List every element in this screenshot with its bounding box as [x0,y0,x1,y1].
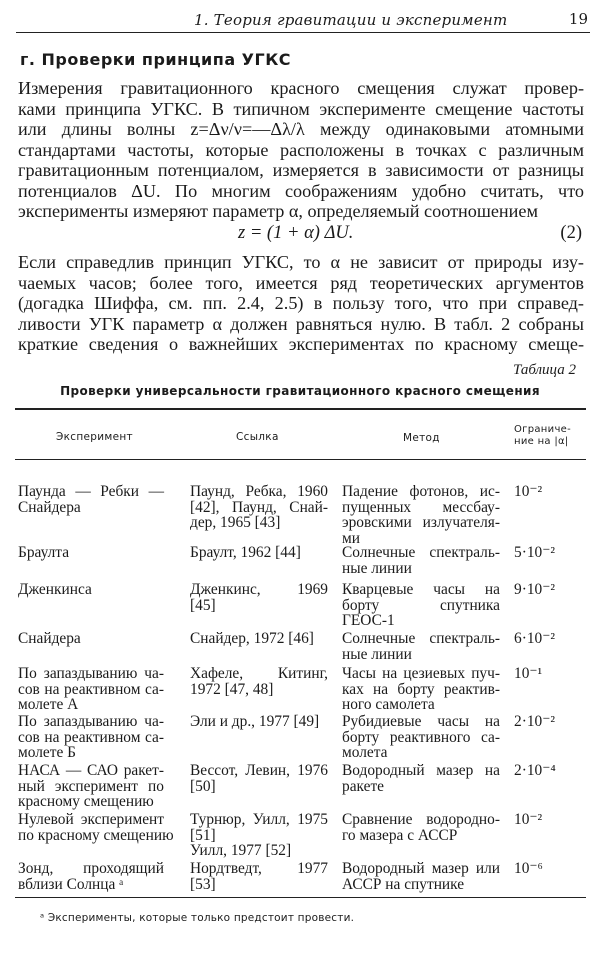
cell-experiment [18,714,164,761]
cell-line: ГЕОС-1 [342,612,395,629]
column-header-limit-line2: ние на |α| [514,436,569,447]
cell-method [342,484,500,546]
cell-line: Снайдер, 1972 [46] [190,630,314,647]
cell-method [342,631,500,662]
running-title: 1. Теория гравитации и эксперимент [194,11,508,29]
running-header [16,8,590,33]
cell-line: красному смещению [18,793,154,810]
table-label: Таблица 2 [513,362,576,378]
cell-line: Эли и др., 1977 [49] [190,713,320,730]
table-top-rule [15,408,586,410]
cell-method [342,666,500,713]
cell-limit: 10⁻⁶ [514,860,543,877]
cell-reference [190,714,328,730]
column-header-limit-line1: Ограниче- [514,424,572,435]
cell-experiment [18,545,164,561]
cell-line: Дженкинса [18,581,92,598]
cell-method [342,714,500,761]
cell-line: дер, 1965 [43] [190,514,281,531]
text-line: гравитационным потенциалом, измеряется в зависимости от разницы [18,160,584,180]
cell-line: [53] [190,875,216,893]
cell-experiment [18,484,164,515]
cell-reference [190,812,328,859]
cell-line: молета [342,744,388,761]
cell-line: вблизи Солнца ᵃ [18,875,124,893]
cell-line: НАСА — САО ракет- [18,762,164,779]
cell-line: го мазера с АССР [342,826,458,844]
cell-line: молете Б [18,744,76,761]
cell-experiment [18,811,174,844]
cell-reference [190,631,328,647]
cell-line: Солнечные спектраль- [342,630,500,647]
cell-line: По запаздыванию ча- [18,713,164,730]
cell-line: Падение фотонов, ис- [342,483,500,500]
cell-line: Зонд, проходящий [18,860,164,877]
cell-line: борту спутника [342,596,500,614]
column-header-experiment: Эксперимент [56,431,133,443]
cell-line: сов на реактивном са- [18,680,164,698]
cell-line: [51] [190,826,216,844]
cell-line: Снайдера [18,630,81,647]
cell-method [342,582,500,629]
cell-line: Часы на цезиевых пуч- [342,665,500,682]
cell-line: борту реактивного са- [342,728,500,746]
cell-reference [190,861,328,892]
cell-line: ракете [342,777,385,795]
cell-method [342,545,500,576]
cell-line: 1972 [47, 48] [190,680,274,698]
cell-experiment [18,582,164,598]
cell-line: [50] [190,777,216,795]
cell-line: Водородный мазер на [342,762,500,779]
text-line: (догадка Шиффа, см. пп. 2.4, 2.5) в пользу того, что при справед- [18,293,584,313]
cell-line: По запаздыванию ча- [18,665,164,682]
cell-line: Паунд, Ребка, 1960 [190,483,328,500]
cell-line: Нулевой эксперимент [18,811,164,828]
text-line: эксперименты измеряют параметр α, определяемый соотношением [18,201,538,221]
cell-reference [190,484,328,531]
text-line: ками принципа УГКС. В типичном эксперименте смещение частоты [18,98,584,119]
cell-line: ный эксперимент по [18,777,164,795]
cell-line: ные линии [342,559,412,577]
cell-line: ках на борту реактив- [342,680,500,698]
cell-line: Паунда — Ребки — [18,483,164,500]
cell-line: Водородный мазер или [342,860,500,877]
cell-line: Браулта [18,544,70,561]
text-line: Измерения гравитационного красного смещения служат провер- [18,78,584,98]
cell-line: молете А [18,696,79,713]
cell-limit: 9·10⁻² [514,581,555,598]
cell-experiment [18,763,164,810]
cell-line: пущенных мессбау- [342,498,500,516]
text-line: или длины волны z=Δν/ν=—Δλ/λ между одинаковыми атомными [18,119,584,139]
column-header-reference: Ссылка [236,431,279,443]
cell-line: Вессот, Левин, 1976 [190,762,328,779]
text-line: потенциалов ΔU. По многим соображениям удобно считать, что [18,180,584,201]
cell-experiment [18,666,164,713]
cell-line: [45] [190,596,216,614]
cell-line: Рубидиевые часы на [342,713,500,730]
cell-line: Дженкинс, 1969 [190,581,328,598]
cell-limit: 2·10⁻⁴ [514,762,556,779]
cell-line: Турнюр, Уилл, 1975 [190,811,328,828]
cell-reference [190,666,328,697]
column-header-method: Метод [403,432,440,444]
cell-limit: 6·10⁻² [514,630,555,647]
cell-line: Сравнение водородно- [342,811,500,828]
cell-experiment [18,861,164,892]
table-footnote: ᵃ Эксперименты, которые только предстоит провести. [40,912,355,924]
column-header-limit [514,424,571,448]
cell-line: сов на реактивном са- [18,728,164,746]
table-bottom-rule [15,897,586,898]
cell-line: ми [342,529,360,547]
cell-limit: 10⁻² [514,483,543,500]
cell-line: Нордтведт, 1977 [190,860,328,877]
cell-line: Хафеле, Китинг, [190,665,328,682]
cell-limit: 2·10⁻² [514,713,555,730]
cell-line: ного самолета [342,696,435,713]
cell-line: ные линии [342,645,412,663]
paragraph-continuation [18,252,584,355]
cell-line: Кварцевые часы на [342,581,500,598]
cell-limit: 10⁻² [514,811,543,828]
cell-method [342,763,500,794]
cell-method [342,861,500,892]
text-line: стандартами частоты, которые расположены в точках с различным [18,139,584,160]
cell-reference [190,582,328,613]
equation-body: z = (1 + α) ΔU. [238,223,354,243]
cell-limit: 10⁻¹ [514,665,543,682]
cell-line: Браулт, 1962 [44] [190,544,301,561]
cell-method [342,812,500,843]
text-line: краткие сведения о важнейших экспериментах по красному смеще- [18,334,584,354]
cell-reference [190,763,328,794]
page-number: 19 [568,10,588,28]
equation-number: (2) [560,223,582,243]
cell-line: по красному смещению [18,826,174,844]
table-caption: Проверки универсальности гравитационного красного смещения [60,384,540,398]
cell-limit: 5·10⁻² [514,544,555,561]
text-line: Если справедлив принцип УГКС, то α не зависит от природы изу- [18,252,584,272]
paragraph-intro [18,78,584,222]
text-line: ливости УГК параметр α должен равняться нулю. В табл. 2 собраны [18,313,584,334]
section-title: г. Проверки принципа УГКС [20,50,292,69]
cell-line: Уилл, 1977 [52] [190,842,292,859]
cell-line: АССР на спутнике [342,875,465,893]
cell-experiment [18,631,164,647]
table-header-rule [15,459,586,460]
text-line: чаемых часов; более того, имеется ряд теоретических аргументов [18,272,584,293]
cell-reference [190,545,328,561]
cell-line: Снайдера [18,498,81,516]
cell-line: [42], Паунд, Снай- [190,498,328,516]
cell-line: эровскими излучателя- [342,514,500,531]
cell-line: Солнечные спектраль- [342,544,500,561]
